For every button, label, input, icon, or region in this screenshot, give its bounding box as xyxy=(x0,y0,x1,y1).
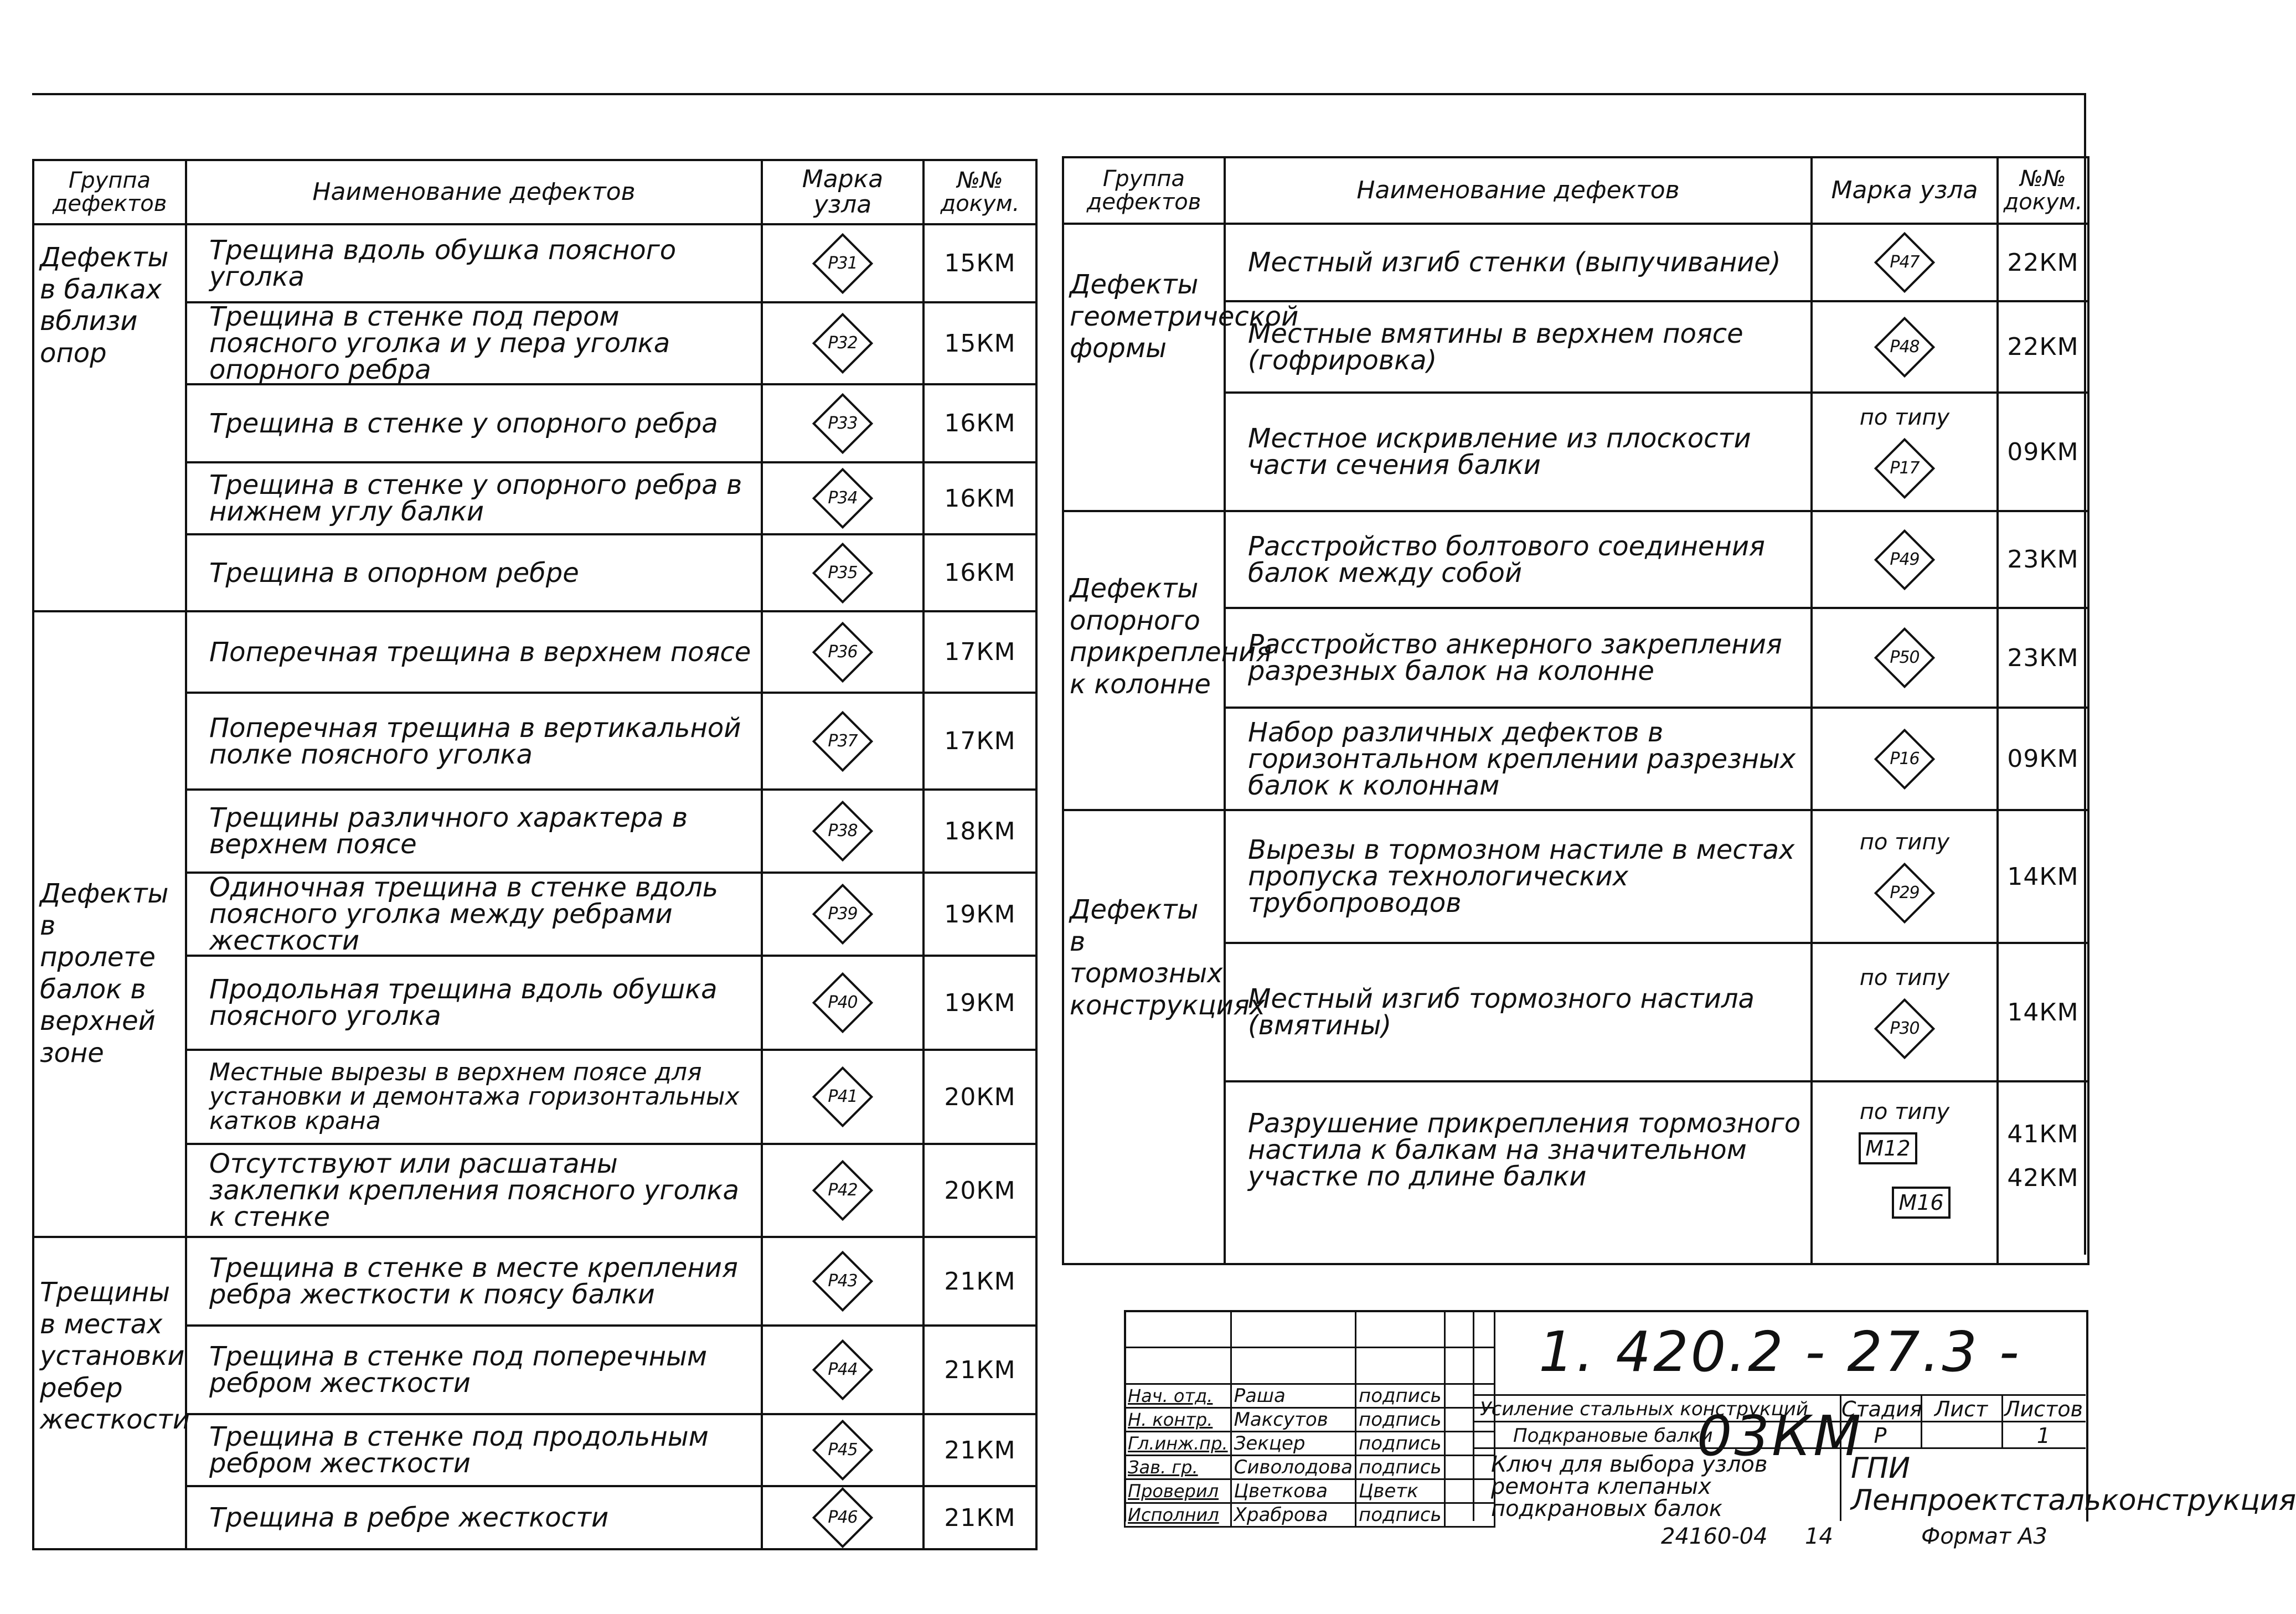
person-name: Цветкова xyxy=(1231,1479,1355,1503)
right-defects-table xyxy=(1062,156,2089,1265)
doc-number: 17КМ xyxy=(923,611,1036,693)
sheets-label: Листов xyxy=(2004,1397,2083,1421)
role-label: Нач. отд. xyxy=(1125,1384,1231,1408)
person-name: Раша xyxy=(1231,1384,1355,1408)
mark-diamond: Р44 xyxy=(812,1339,873,1400)
role-label: Исполнил xyxy=(1125,1503,1231,1527)
mark-box: М12 xyxy=(1859,1132,1917,1164)
mark-diamond: Р37 xyxy=(812,710,873,771)
person-name: Храброва xyxy=(1231,1503,1355,1527)
person-name: Зекцер xyxy=(1231,1432,1355,1456)
defect-name: Продольная трещина вдоль обушка поясного уголка xyxy=(186,956,762,1050)
doc-number: 17КМ xyxy=(923,693,1036,790)
defect-name: Трещина в стенке под пером поясного уголка и у пера уголка опорного ребра xyxy=(186,302,762,384)
role-label: Проверил xyxy=(1125,1479,1231,1503)
group-label: Трещины в местах установки ребер жесткости xyxy=(33,1237,186,1549)
mark-diamond: Р47 xyxy=(1874,232,1935,293)
group-label: Дефекты опорного прикрепления к колонне xyxy=(1063,511,1225,810)
defect-name: Местные вмятины в верхнем поясе (гофрировка) xyxy=(1225,301,1812,393)
header-group: Группа дефектов xyxy=(1063,157,1225,224)
header-mark: Марка узла xyxy=(762,160,923,224)
signature: Цветк xyxy=(1355,1479,1444,1503)
defect-name: Отсутствуют или расшатаны заклепки крепления поясного уголка к стенке xyxy=(186,1144,762,1237)
mark-diamond: Р49 xyxy=(1874,529,1935,590)
group-label: Дефекты в пролете балок в верхней зоне xyxy=(33,611,186,1237)
role-label: Гл.инж.пр. xyxy=(1125,1432,1231,1456)
mark-diamond: Р17 xyxy=(1874,438,1935,499)
defect-name: Трещина в стенке под продольным ребром жесткости xyxy=(186,1414,762,1486)
defect-name: Местный изгиб тормозного настила (вмятины) xyxy=(1225,943,1812,1081)
signature: подпись xyxy=(1355,1408,1444,1432)
left-defects-table xyxy=(32,159,1038,1550)
organization: ГПИ Ленпроектстальконструкция xyxy=(1851,1452,2296,1517)
signature: подпись xyxy=(1355,1456,1444,1479)
title-block-people xyxy=(1124,1310,1495,1528)
role-label: Зав. гр. xyxy=(1125,1456,1231,1479)
mark-diamond: Р39 xyxy=(812,884,873,945)
defect-name: Набор различных дефектов в горизонтальном креплении разрезных балок к колоннам xyxy=(1225,708,1812,810)
defect-name: Трещины различного характера в верхнем поясе xyxy=(186,790,762,873)
subtitle: Усиление стальных конструкций xyxy=(1480,1398,1808,1420)
mark-diamond: Р50 xyxy=(1874,627,1935,688)
page-number: 14 xyxy=(1805,1524,1833,1549)
defect-name: Местный изгиб стенки (выпучивание) xyxy=(1225,224,1812,301)
format-label: Формат А3 xyxy=(1921,1524,2047,1549)
mark-diamond: Р32 xyxy=(812,313,873,374)
mark-diamond: Р35 xyxy=(812,542,873,603)
signature: подпись xyxy=(1355,1432,1444,1456)
defect-name: Трещина в опорном ребре xyxy=(186,534,762,611)
drawing-description: Ключ для выбора узлов ремонта клепаных подкрановых балок xyxy=(1491,1452,1768,1522)
mark-diamond: Р40 xyxy=(812,972,873,1033)
mark-prefix: по типу xyxy=(1859,1099,1950,1125)
doc-number: 42КМ xyxy=(2007,1164,2079,1192)
doc-number: 21КМ xyxy=(923,1414,1036,1486)
doc-number: 21КМ xyxy=(923,1237,1036,1326)
inventory-number: 24160-04 xyxy=(1661,1524,1768,1549)
mark-diamond: Р45 xyxy=(812,1420,873,1481)
mark-box: М16 xyxy=(1892,1187,1950,1219)
defect-name: Трещина в стенке под поперечным ребром жесткости xyxy=(186,1326,762,1414)
mark-diamond: Р38 xyxy=(812,801,873,862)
stage-label: Стадия xyxy=(1841,1397,1922,1421)
doc-number: 19КМ xyxy=(923,956,1036,1050)
doc-number: 16КМ xyxy=(923,384,1036,462)
doc-number: 19КМ xyxy=(923,873,1036,956)
mark-prefix: по типу xyxy=(1859,965,1950,991)
mark-prefix: по типу xyxy=(1859,405,1950,430)
mark-diamond: Р33 xyxy=(812,393,873,453)
defect-name: Трещина в ребре жесткости xyxy=(186,1486,762,1549)
person-name: Сиволодова xyxy=(1231,1456,1355,1479)
doc-number: 22КМ xyxy=(1998,301,2088,393)
defect-name: Поперечная трещина в вертикальной полке поясного уголка xyxy=(186,693,762,790)
mark-diamond: Р43 xyxy=(812,1251,873,1312)
defect-name: Расстройство анкерного закрепления разрезных балок на колонне xyxy=(1225,608,1812,708)
doc-number: 09КМ xyxy=(1998,393,2088,511)
header-group: Группа дефектов xyxy=(33,160,186,224)
mark-diamond: Р34 xyxy=(812,468,873,529)
doc-number: 20КМ xyxy=(923,1144,1036,1237)
signature: подпись xyxy=(1355,1503,1444,1527)
defect-name: Трещина вдоль обушка поясного уголка xyxy=(186,224,762,302)
group-label: Дефекты в балках вблизи опор xyxy=(33,224,186,611)
title-block-row-labels xyxy=(1473,1394,2086,1422)
title-block-row-values xyxy=(1473,1421,2086,1449)
doc-number: 22КМ xyxy=(1998,224,2088,301)
sheet-label: Лист xyxy=(1934,1397,1988,1421)
doc-number: 23КМ xyxy=(1998,511,2088,608)
doc-number: 16КМ xyxy=(923,462,1036,534)
mark-diamond: Р41 xyxy=(812,1066,873,1127)
doc-number: 09КМ xyxy=(1998,708,2088,810)
mark-diamond: Р31 xyxy=(812,233,873,293)
person-name: Максутов xyxy=(1231,1408,1355,1432)
mark-diamond: Р30 xyxy=(1874,998,1935,1059)
doc-number: 14КМ xyxy=(1998,810,2088,943)
stage-value: Р xyxy=(1874,1424,1887,1448)
doc-number: 21КМ xyxy=(923,1486,1036,1549)
doc-number: 14КМ xyxy=(1998,943,2088,1081)
defect-name: Трещина в стенке у опорного ребра в нижнем углу балки xyxy=(186,462,762,534)
doc-number: 20КМ xyxy=(923,1050,1036,1144)
title-block-row-description xyxy=(1473,1447,2296,1522)
doc-number: 41КМ xyxy=(2007,1120,2079,1148)
sheets-value: 1 xyxy=(2036,1424,2051,1448)
doc-number: 23КМ xyxy=(1998,608,2088,708)
defect-name: Вырезы в тормозном настиле в местах пропуска технологических трубопроводов xyxy=(1225,810,1812,943)
subtitle2: Подкрановые балки xyxy=(1513,1425,1713,1447)
defect-name: Разрушение прикрепления тормозного настила к балкам на значительном участке по длине балки xyxy=(1225,1081,1812,1264)
mark-diamond: Р42 xyxy=(812,1160,873,1221)
doc-number: 21КМ xyxy=(923,1326,1036,1414)
mark-diamond: Р29 xyxy=(1874,863,1935,924)
group-label: Дефекты в тормозных конструкциях xyxy=(1063,810,1225,1264)
mark-prefix: по типу xyxy=(1859,829,1950,855)
group-label: Дефекты геометрической формы xyxy=(1063,224,1225,511)
mark-diamond: Р36 xyxy=(812,621,873,682)
header-name: Наименование дефектов xyxy=(1225,157,1812,224)
defect-name: Поперечная трещина в верхнем поясе xyxy=(186,611,762,693)
defect-name: Трещина в стенке в месте крепления ребра жесткости к поясу балки xyxy=(186,1237,762,1326)
role-label: Н. контр. xyxy=(1125,1408,1231,1432)
doc-number: 15КМ xyxy=(923,224,1036,302)
defect-name: Местное искривление из плоскости части сечения балки xyxy=(1225,393,1812,511)
header-doc: №№ докум. xyxy=(1998,157,2088,224)
top-border-line xyxy=(32,93,2086,95)
doc-number: 18КМ xyxy=(923,790,1036,873)
header-mark: Марка узла xyxy=(1812,157,1998,224)
header-doc: №№ докум. xyxy=(923,160,1036,224)
document-code: 1. 420.2 - 27.3 - 03КМ xyxy=(1473,1310,2086,1394)
defect-name: Одиночная трещина в стенке вдоль поясного уголка между ребрами жесткости xyxy=(186,873,762,956)
sheet-value xyxy=(1922,1422,2000,1449)
doc-number: 16КМ xyxy=(923,534,1036,611)
defect-name: Расстройство болтового соединения балок между собой xyxy=(1225,511,1812,608)
mark-diamond: Р46 xyxy=(812,1487,873,1548)
defect-name: Местные вырезы в верхнем поясе для установки и демонтажа горизонтальных катков крана xyxy=(186,1050,762,1144)
mark-diamond: Р48 xyxy=(1874,316,1935,377)
signature: подпись xyxy=(1355,1384,1444,1408)
defect-name: Трещина в стенке у опорного ребра xyxy=(186,384,762,462)
mark-diamond: Р16 xyxy=(1874,728,1935,789)
doc-number: 15КМ xyxy=(923,302,1036,384)
header-name: Наименование дефектов xyxy=(186,160,762,224)
